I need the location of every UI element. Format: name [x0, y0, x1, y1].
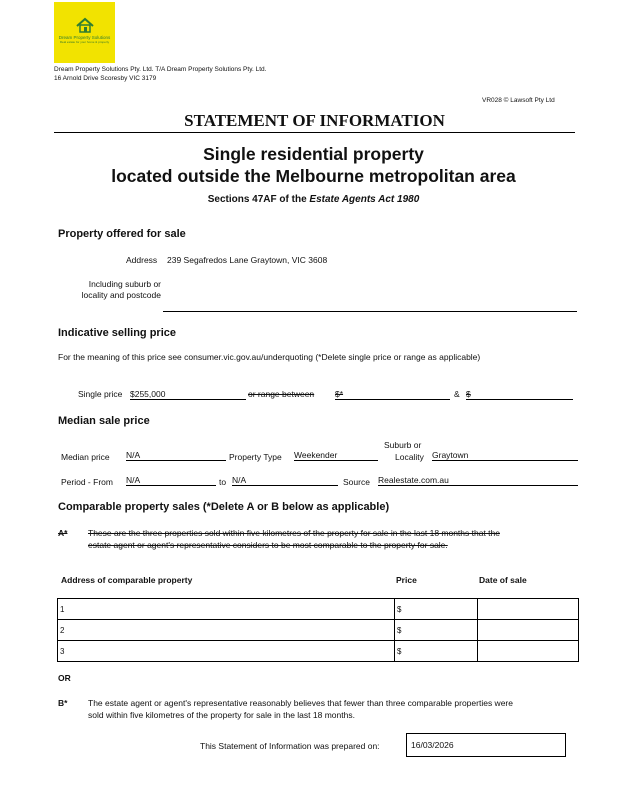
- col-date-header: Date of sale: [479, 575, 527, 585]
- address-underline: [163, 311, 577, 312]
- suburb-label-1: Suburb or: [384, 440, 422, 450]
- median-price-value[interactable]: N/A: [126, 450, 226, 461]
- single-price-value[interactable]: $255,000: [130, 389, 246, 400]
- title-bar: [54, 106, 575, 133]
- period-to-label: to: [219, 477, 227, 487]
- agency-line-1: Dream Property Solutions Pty. Ltd. T/A Dream Property Solutions Pty. Ltd.: [54, 66, 267, 73]
- property-heading: Property offered for sale: [58, 228, 186, 240]
- address-hint-line-1: Including suburb or: [88, 279, 161, 289]
- form-reference: VR028 © Lawsoft Pty Ltd: [482, 97, 555, 104]
- table-row: [58, 599, 579, 620]
- document-title: STATEMENT OF INFORMATION: [184, 111, 445, 130]
- table-row: [58, 641, 579, 662]
- indicative-heading: Indicative selling price: [58, 327, 176, 339]
- address-hint: [70, 279, 161, 301]
- range-amp: &: [454, 389, 460, 399]
- median-price-label: Median price: [61, 452, 110, 462]
- source-value[interactable]: Realestate.com.au: [378, 475, 578, 486]
- option-b-line-2: sold within five kilometres of the property for sale in the last 18 months.: [88, 710, 355, 720]
- address-hint-line-2: locality and postcode: [81, 290, 161, 300]
- sections-line: [0, 194, 627, 205]
- option-a-line-1: These are the three properties sold within five kilometres of the property for sale in the last 18 months that the: [88, 528, 500, 538]
- row-address-cell[interactable]: 3: [58, 641, 395, 662]
- agency-line-2: 16 Arnold Drive Scoresby VIC 3179: [54, 75, 157, 82]
- row-price-cell[interactable]: $: [395, 620, 478, 641]
- suburb-label-2: Locality: [395, 452, 424, 462]
- row-address-cell[interactable]: 1: [58, 599, 395, 620]
- suburb-value[interactable]: Graytown: [432, 450, 578, 461]
- logo-name: Dream Property Solutions: [58, 35, 111, 40]
- row-date-cell[interactable]: [478, 641, 579, 662]
- row-price-cell[interactable]: $: [395, 599, 478, 620]
- period-from-label: Period - From: [61, 477, 113, 487]
- prepared-label: This Statement of Information was prepared on:: [200, 741, 380, 751]
- range-to-value[interactable]: $: [466, 389, 573, 400]
- comparable-heading: Comparable property sales (*Delete A or B below as applicable): [58, 501, 390, 513]
- indicative-note: For the meaning of this price see consumer.vic.gov.au/underquoting (*Delete single price or range as applicable): [58, 352, 481, 362]
- single-price-label: Single price: [78, 389, 123, 399]
- company-logo: [54, 2, 115, 63]
- option-a-line-2: estate agent or agent's representative considers to be most comparable to the property for sale.: [88, 540, 448, 550]
- row-date-cell[interactable]: [478, 620, 579, 641]
- address-label: Address: [126, 255, 158, 265]
- property-type-label: Property Type: [229, 452, 282, 462]
- comparable-table: [57, 598, 579, 662]
- option-a-marker: A*: [58, 528, 68, 538]
- source-label: Source: [343, 477, 370, 487]
- period-from-value[interactable]: N/A: [126, 475, 216, 486]
- title-line-2: located outside the Melbourne metropolitan area: [111, 166, 516, 186]
- range-label: or range between: [248, 389, 315, 399]
- period-to-value[interactable]: N/A: [232, 475, 338, 486]
- table-row: [58, 620, 579, 641]
- title-line-1: Single residential property: [203, 144, 424, 164]
- range-from-value[interactable]: $*: [335, 389, 450, 400]
- act-name: Estate Agents Act 1980: [309, 194, 420, 205]
- row-address-cell[interactable]: 2: [58, 620, 395, 641]
- or-label: OR: [58, 673, 71, 683]
- property-type-value[interactable]: Weekender: [294, 450, 378, 461]
- row-date-cell[interactable]: [478, 599, 579, 620]
- address-value[interactable]: 239 Segafredos Lane Graytown, VIC 3608: [167, 255, 328, 265]
- option-b-marker: B*: [58, 698, 68, 708]
- house-icon: [75, 17, 95, 33]
- col-address-header: Address of comparable property: [61, 575, 193, 585]
- median-heading: Median sale price: [58, 415, 150, 427]
- option-b-line-1: The estate agent or agent's representative reasonably believes that fewer than three comparable properties were: [88, 698, 513, 708]
- logo-tagline: Real estate for your home & property: [59, 40, 110, 44]
- row-price-cell[interactable]: $: [395, 641, 478, 662]
- sections-prefix: Sections 47AF of the: [207, 194, 310, 205]
- col-price-header: Price: [396, 575, 417, 585]
- prepared-date-field[interactable]: 16/03/2026: [406, 733, 566, 757]
